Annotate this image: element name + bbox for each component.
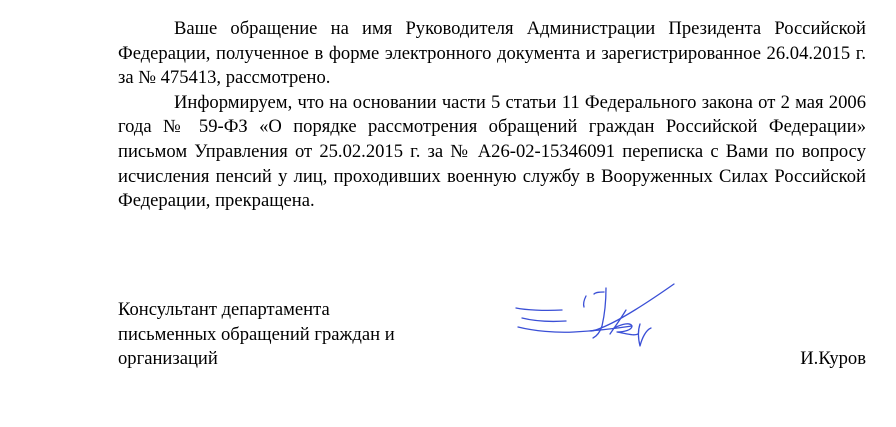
handwritten-signature [514, 280, 684, 370]
letter-body [118, 17, 866, 214]
signature-block [118, 298, 866, 378]
signer-position-line: Консультант департамента [118, 299, 330, 320]
signer-position-line: организаций [118, 348, 218, 370]
paragraph-appeal-reviewed: Ваше обращение на имя Руководителя Администрации Президента Российской Федерации, полученное в форме электронного документа и зарегистрированное 26.04.2015 г. за № 475413, рассмотрено. [118, 18, 866, 89]
signer-name: И.Куров [800, 348, 866, 369]
signer-position [118, 298, 478, 372]
paragraph-correspondence-terminated: Информируем, что на основании части 5 статьи 11 Федерального закона от 2 мая 2006 года № 59-ФЗ «О порядке рассмотрения обращений граждан Российской Федерации» письмом Управления от 25.02.2015 г. за № А26-02-15346091 переписка с Вами по вопросу исчисления пенсий у лиц, проходивших военную службу в Вооруженных Силах Российской Федерации, прекращена. [118, 91, 866, 212]
signer-position-line: письменных обращений граждан и [118, 323, 395, 345]
